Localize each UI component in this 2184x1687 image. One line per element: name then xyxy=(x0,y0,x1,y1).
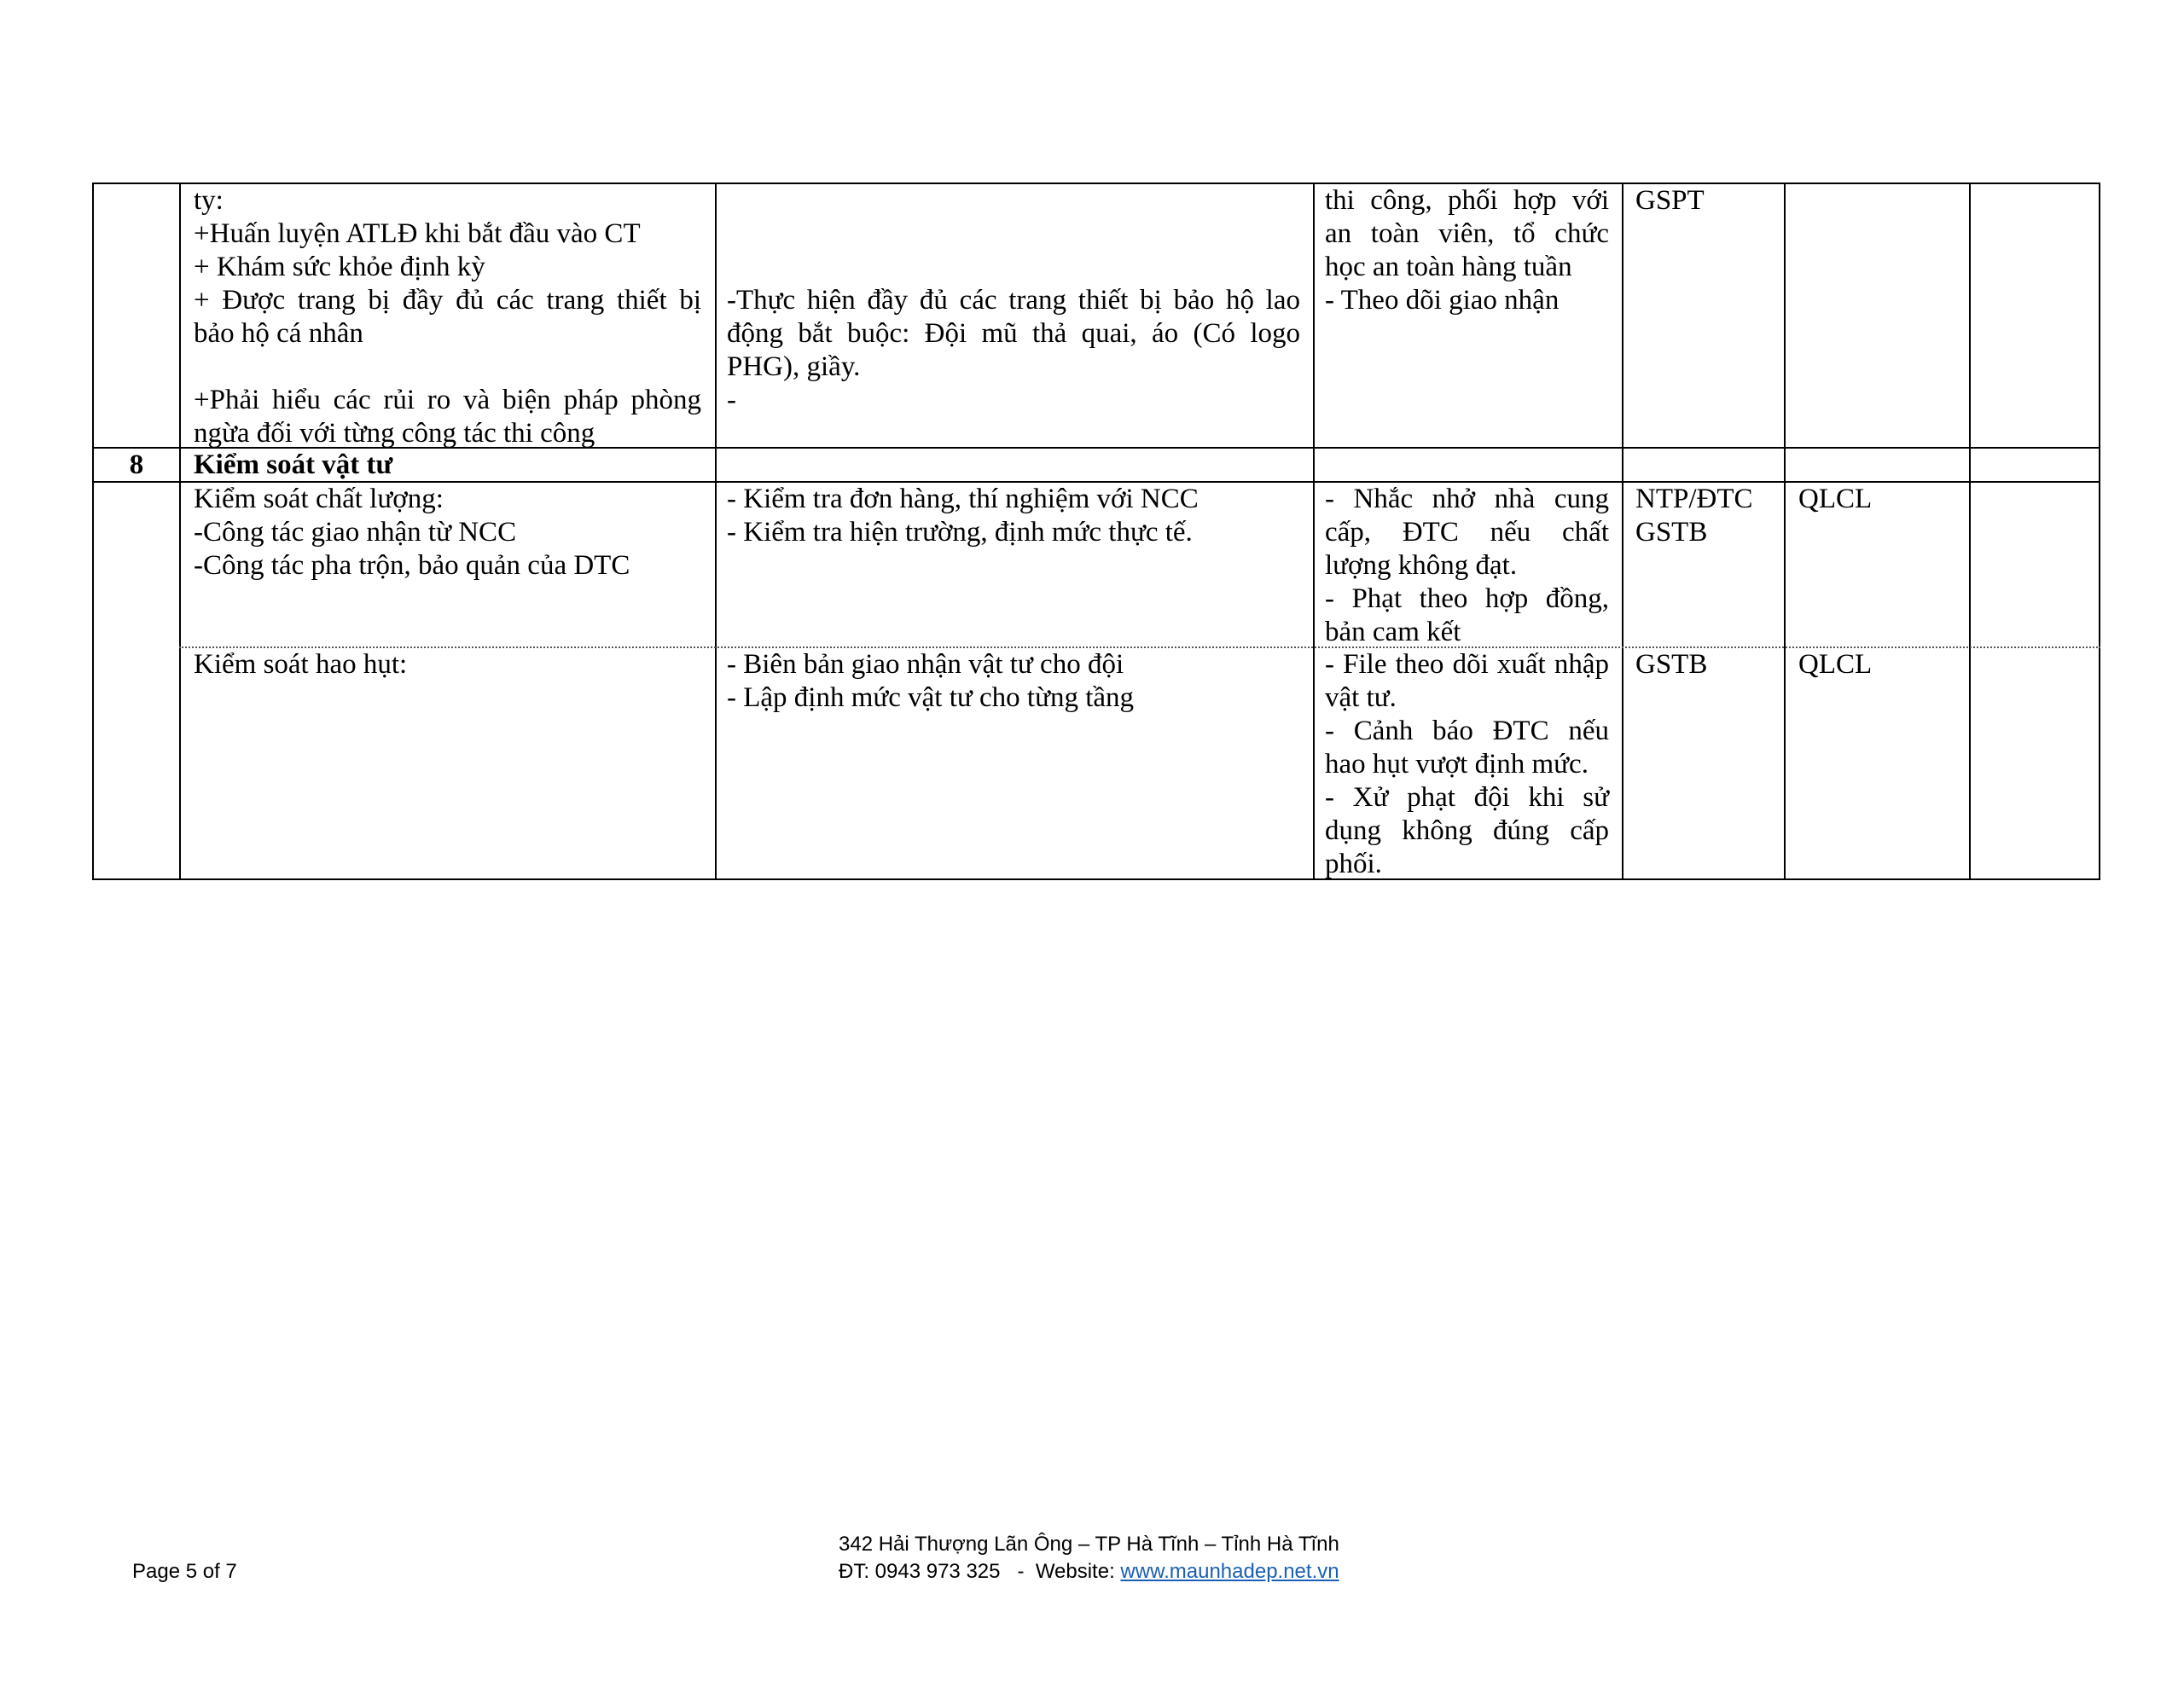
cell-control xyxy=(1325,648,1609,881)
text-line: GSTB xyxy=(1635,649,1708,680)
cell-responsible xyxy=(1635,648,1780,681)
text-line: hao hụt vượt định mức. xyxy=(1325,749,1589,780)
text-line: - Phạt theo hợp đồng, xyxy=(1325,583,1609,614)
text-line: PHG), giầy. xyxy=(727,351,861,382)
text-line: thi công, phối hợp với xyxy=(1325,185,1609,216)
table-divider xyxy=(1784,183,1786,880)
section-title xyxy=(194,449,701,482)
text-line: - Theo dõi giao nhận xyxy=(1325,285,1560,316)
cell-check xyxy=(1798,648,1965,681)
cell-responsible xyxy=(1635,483,1780,549)
text-line: - xyxy=(727,385,736,415)
text-line: Kiểm soát hao hụt: xyxy=(194,649,408,680)
table-divider xyxy=(1313,183,1315,880)
table-divider xyxy=(179,183,181,880)
text-line: - Lập định mức vật tư cho từng tầng xyxy=(727,682,1135,713)
text-line: an toàn viên, tổ chức xyxy=(1325,218,1609,249)
text-line: bản cam kết xyxy=(1325,617,1461,647)
table-border-right xyxy=(2099,183,2100,880)
text-line: Kiểm soát vật tư xyxy=(194,449,393,480)
text-line: -Thực hiện đầy đủ các trang thiết bị bảo hộ lao xyxy=(727,285,1300,316)
row-number: 8 xyxy=(129,449,144,480)
text-line: QLCL xyxy=(1798,484,1873,514)
text-line xyxy=(194,351,701,384)
footer-contact xyxy=(839,1559,1339,1585)
text-line: +Phải hiểu các rủi ro và biện pháp phòng xyxy=(194,385,701,415)
table-divider xyxy=(1969,183,1971,880)
footer-phone: ĐT: 0943 973 325 - Website: xyxy=(839,1560,1121,1583)
text-line: + Được trang bị đầy đủ các trang thiết bị xyxy=(194,285,701,316)
text-line: ty: xyxy=(194,185,224,216)
text-line: - Kiểm tra đơn hàng, thí nghiệm với NCC xyxy=(727,484,1199,514)
text-line: phối. xyxy=(1325,849,1382,879)
text-line: dụng không đúng cấp xyxy=(1325,815,1609,846)
text-line: QLCL xyxy=(1798,649,1873,680)
text-line: - Nhắc nhở nhà cung xyxy=(1325,484,1609,514)
text-line: -Công tác giao nhận từ NCC xyxy=(194,517,517,548)
cell-task xyxy=(194,184,701,450)
cell-responsible xyxy=(1635,184,1780,217)
text-line: GSPT xyxy=(1635,185,1705,216)
text-line: cấp, ĐTC nếu chất xyxy=(1325,517,1609,548)
cell-control xyxy=(1325,483,1609,649)
cell-method xyxy=(727,284,1300,417)
text-line: - Cảnh báo ĐTC nếu xyxy=(1325,716,1609,746)
cell-control xyxy=(1325,184,1609,317)
text-line: - Biên bản giao nhận vật tư cho đội xyxy=(727,649,1124,680)
text-line: bảo hộ cá nhân xyxy=(194,318,363,349)
table-divider xyxy=(1622,183,1623,880)
text-line: lượng không đạt. xyxy=(1325,550,1518,581)
table-border-bottom xyxy=(92,878,2100,880)
website-link[interactable]: www.maunhadep.net.vn xyxy=(1120,1560,1339,1583)
page-number: Page 5 of 7 xyxy=(132,1560,237,1583)
text-line: -Công tác pha trộn, bảo quản của DTC xyxy=(194,550,630,581)
cell-method xyxy=(727,483,1300,549)
text-line: ngừa đối với từng công tác thi công xyxy=(194,418,595,449)
text-line: NTP/ĐTC xyxy=(1635,484,1753,514)
text-line: - Xử phạt đội khi sử xyxy=(1325,782,1609,813)
text-line: GSTB xyxy=(1635,517,1708,548)
table-border-left xyxy=(92,183,94,880)
footer-address: 342 Hải Thượng Lãn Ông – TP Hà Tĩnh – Tỉnh Hà Tĩnh xyxy=(839,1533,1339,1556)
text-line: + Khám sức khỏe định kỳ xyxy=(194,252,485,282)
text-line: +Huấn luyện ATLĐ khi bắt đầu vào CT xyxy=(194,218,641,249)
cell-task xyxy=(194,483,701,583)
cell-method xyxy=(727,648,1300,715)
text-line: vật tư. xyxy=(1325,682,1397,713)
text-line: - File theo dõi xuất nhập xyxy=(1325,649,1609,680)
text-line: học an toàn hàng tuần xyxy=(1325,252,1572,282)
text-line: động bắt buộc: Đội mũ thả quai, áo (Có logo xyxy=(727,318,1300,349)
table-divider xyxy=(715,183,717,880)
cell-check xyxy=(1798,483,1965,516)
text-line: - Kiểm tra hiện trường, định mức thực tế. xyxy=(727,517,1193,548)
text-line: Kiểm soát chất lượng: xyxy=(194,484,444,514)
cell-task xyxy=(194,648,701,681)
